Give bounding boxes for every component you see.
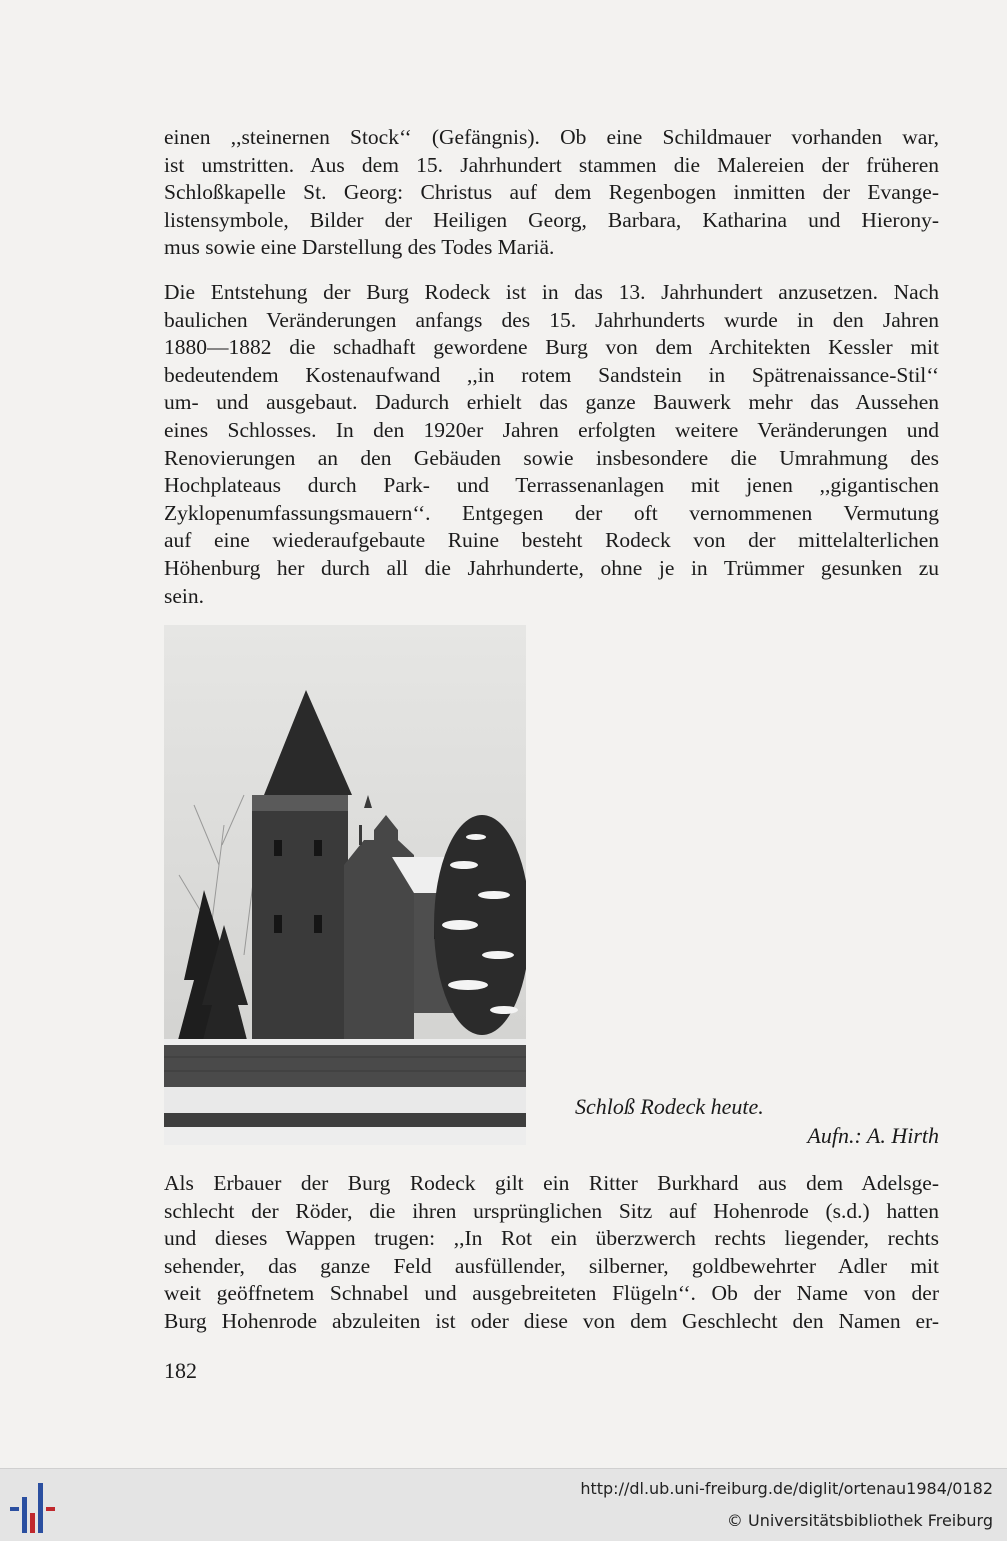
paragraph-2: [164, 279, 939, 610]
page-number: 182: [164, 1358, 197, 1383]
paragraph-3: [164, 1170, 939, 1336]
photo-credit: Aufn.: A. Hirth: [807, 1123, 939, 1148]
text-line: Zyklopenumfassungsmauern‘‘. Entgegen der oft vernommenen Vermutung: [164, 500, 939, 525]
text-line: Höhenburg her durch all die Jahrhunderte, ohne je in Trümmer gesunken zu: [164, 555, 939, 580]
text-line: Hochplateaus durch Park- und Terrassenanlagen mit jenen ,,gigantischen: [164, 473, 939, 498]
text-line: sehender, das ganze Feld ausfüllender, silberner, goldbewehrter Adler mit: [164, 1253, 939, 1278]
text-line: und dieses Wappen trugen: ,,In Rot ein überzwerch rechts liegender, rechts: [164, 1226, 939, 1251]
text-line: Burg Hohenrode abzuleiten ist oder diese von dem Geschlecht den Namen er-: [164, 1308, 939, 1333]
text-line: ist umstritten. Aus dem 15. Jahrhundert stammen die Malereien der früheren: [164, 152, 939, 177]
copyright-text: © Universitätsbibliothek Freiburg: [726, 1511, 993, 1530]
text-line: 1880—1882 die schadhaft gewordene Burg von dem Architekten Kessler mit: [164, 335, 939, 360]
castle-photo: [164, 625, 526, 1145]
photo-caption: Schloß Rodeck heute.: [575, 1094, 764, 1119]
source-url-link[interactable]: http://dl.ub.uni-freiburg.de/diglit/ortenau1984/0182: [580, 1479, 993, 1498]
text-line: einen ,,steinernen Stock‘‘ (Gefängnis). Ob eine Schildmauer vorhanden war,: [164, 125, 939, 149]
text-line: listensymbole, Bilder der Heiligen Georg, Barbara, Katharina und Hierony-: [164, 207, 939, 232]
text-line: sein.: [164, 583, 205, 608]
text-line: eines Schlosses. In den 1920er Jahren erfolgten weitere Veränderungen und: [164, 417, 939, 442]
text-line: mus sowie eine Darstellung des Todes Mariä.: [164, 235, 555, 260]
text-line: um- und ausgebaut. Dadurch erhielt das ganze Bauwerk mehr das Aussehen: [164, 390, 939, 415]
castle-illustration: [164, 625, 526, 1145]
text-line: Als Erbauer der Burg Rodeck gilt ein Ritter Burkhard aus dem Adelsge-: [164, 1171, 939, 1195]
text-line: weit geöffnetem Schnabel und ausgebreiteten Flügeln‘‘. Ob der Name von der: [164, 1281, 939, 1306]
paragraph-1: [164, 124, 939, 262]
text-line: Die Entstehung der Burg Rodeck ist in das 13. Jahrhundert anzusetzen. Nach: [164, 280, 939, 304]
footer-bar: [0, 1468, 1007, 1541]
text-line: baulichen Veränderungen anfangs des 15. Jahrhunderts wurde in den Jahren: [164, 307, 939, 332]
text-line: bedeutendem Kostenaufwand ,,in rotem Sandstein in Spätrenaissance-Stil‘‘: [164, 362, 939, 387]
library-logo-icon: [10, 1483, 64, 1533]
text-line: auf eine wiederaufgebaute Ruine besteht Rodeck von der mittelalterlichen: [164, 528, 939, 553]
text-line: Schloßkapelle St. Georg: Christus auf dem Regenbogen inmitten der Evange-: [164, 180, 939, 205]
text-line: schlecht der Röder, die ihren ursprünglichen Sitz auf Hohenrode (s.d.) hatten: [164, 1198, 939, 1223]
text-line: Renovierungen an den Gebäuden sowie insbesondere die Umrahmung des: [164, 445, 939, 470]
